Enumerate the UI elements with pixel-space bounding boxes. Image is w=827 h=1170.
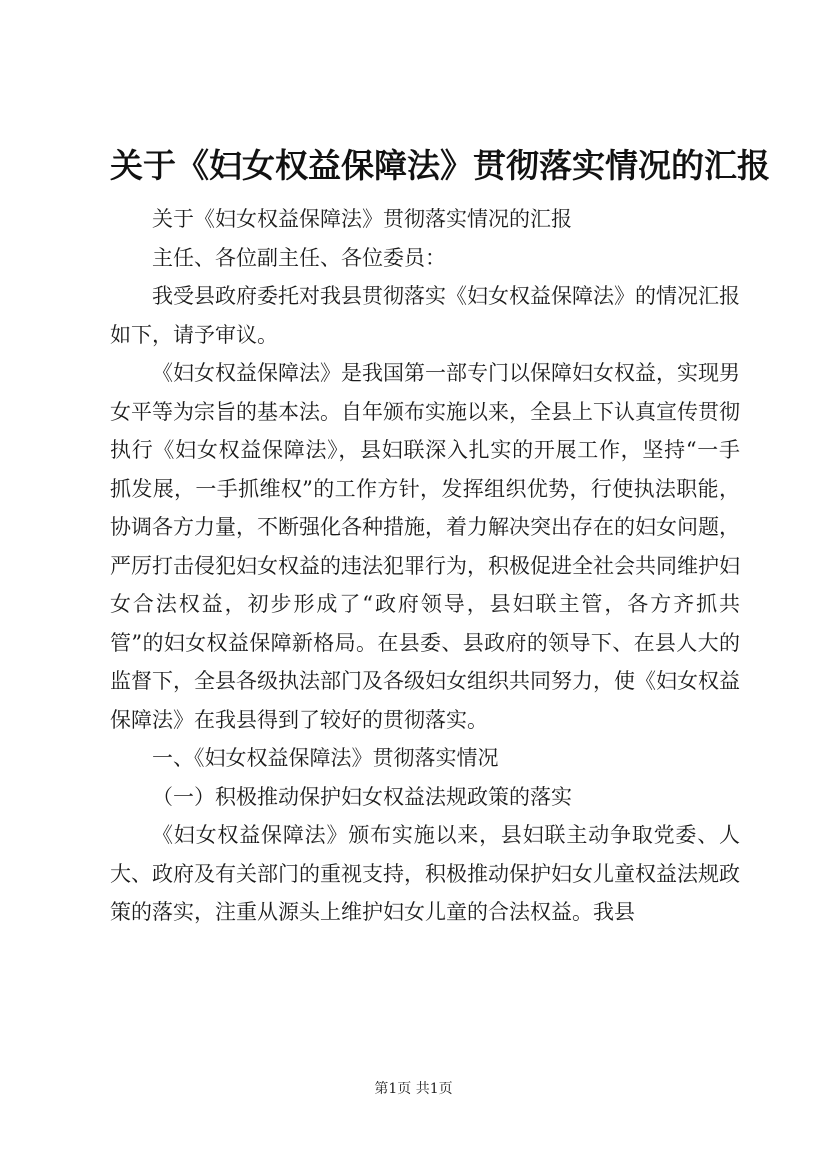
page-footer: 第1页 共1页 xyxy=(374,1081,453,1097)
section-heading: 一、《妇女权益保障法》贯彻落实情况 xyxy=(152,746,499,770)
paragraph-body: 《妇女权益保障法》颁布实施以来，县妇联主动争取党委、人大、政府及有关部门的重视支持，积极推动保护妇女儿童权益法规政策的落实，注重从源头上维护妇女儿童的合法权益。我县 xyxy=(110,823,740,924)
paragraph-salutation: 主任、各位副主任、各位委员： xyxy=(152,245,446,270)
paragraph-intro: 我受县政府委托对我县贯彻落实《妇女权益保障法》的情况汇报如下，请予审议。 xyxy=(110,284,740,347)
document-title: 关于《妇女权益保障法》贯彻落实情况的汇报 xyxy=(110,146,770,185)
subsection-heading: （一）积极推动保护妇女权益法规政策的落实 xyxy=(152,784,572,809)
paragraph-overview: 《妇女权益保障法》是我国第一部专门以保障妇女权益，实现男女平等为宗旨的基本法。自年颁布实施以来，全县上下认真宣传贯彻执行《妇女权益保障法》，县妇联深入扎实的开展工作，坚持“一手抓发展，一手抓维权”的工作方针，发挥组织优势，行使执法职能，协调各方力量，不断强化各种措施，着力解决突出存在的妇女问题，严厉打击侵犯妇女权益的违法犯罪行为，积极促进全社会共同维护妇女合法权益，初步形成了“政府领导，县妇联主管，各方齐抓共管”的妇女权益保障新格局。在县委、县政府的领导下、在县人大的监督下，全县各级执法部门及各级妇女组织共同努力，使《妇女权益保障法》在我县得到了较好的贯彻落实。 xyxy=(110,361,740,732)
document-body xyxy=(110,200,740,932)
paragraph-subtitle: 关于《妇女权益保障法》贯彻落实情况的汇报 xyxy=(152,207,572,231)
